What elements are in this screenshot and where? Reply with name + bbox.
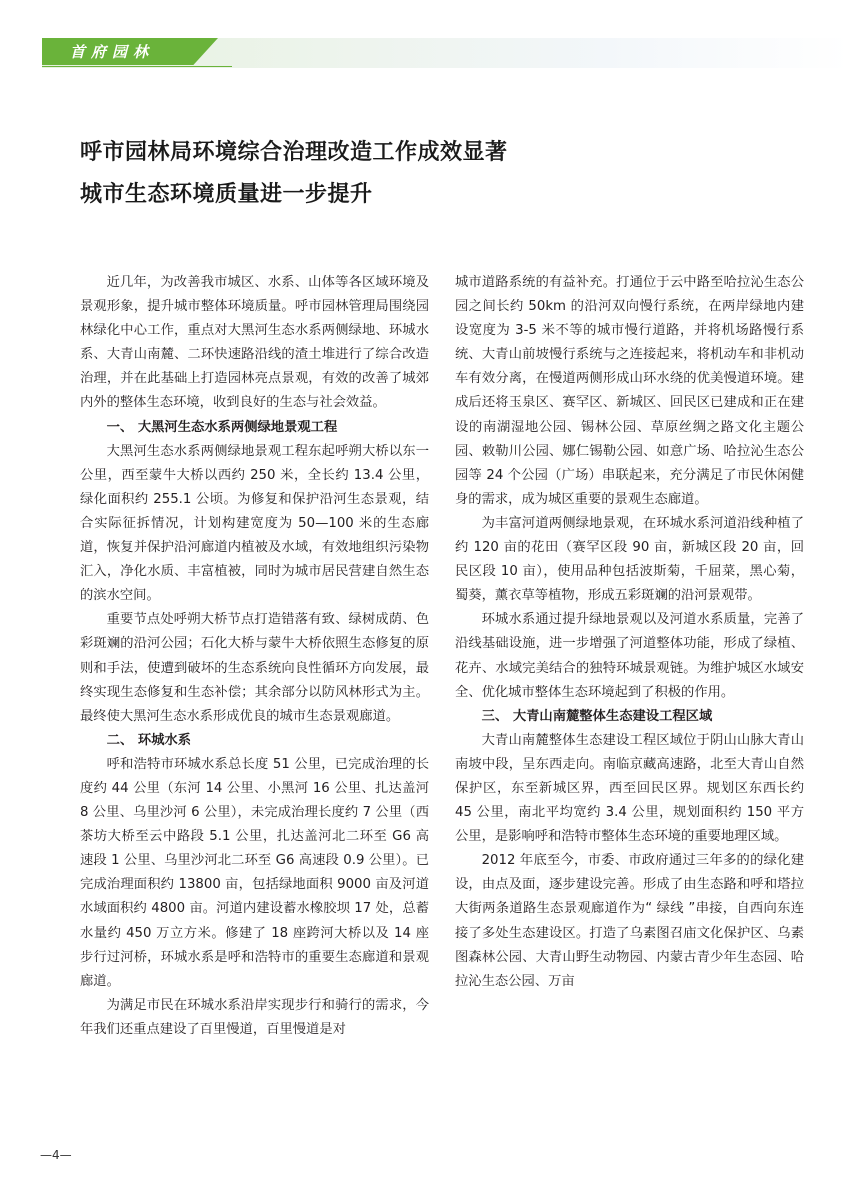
left-column: [80, 271, 429, 1042]
paragraph: 近几年，为改善我市城区、水系、山体等各区域环境及景观形象，提升城市整体环境质量。呼市园林管理局围绕园林绿化中心工作，重点对大黑河生态水系两侧绿地、环城水系、大青山南麓、二环快速路沿线的渣土堆进行了综合改造治理，并在此基础上打造园林亮点景观，有效的改善了城郊内外的整体生态环境，收到良好的生态与社会效益。: [80, 275, 429, 411]
paragraph: 大青山南麓整体生态建设工程区域位于阴山山脉大青山南坡中段，呈东西走向。南临京藏高速路，北至大青山自然保护区，东至新城区界，西至回民区界。规划区东西长约 45 公里，南北平均宽约 3.4 公里，规划面积约 150 平方公里，是影响呼和浩特市整体生态环境的重要地理区域。: [455, 732, 804, 845]
paragraph: 重要节点处呼朔大桥节点打造错落有致、绿树成荫、色彩斑斓的沿河公园；石化大桥与蒙牛大桥依照生态修复的原则和手法，使遭到破坏的生态系统向良性循环方向发展，最终实现生态修复和生态补偿；其余部分以防风林形式为主。最终使大黑河生态水系形成优良的城市生态景观廊道。: [80, 612, 429, 724]
section-heading: 二、 环城水系: [106, 732, 192, 748]
paragraph: 呼和浩特市环城水系总长度 51 公里，已完成治理的长度约 44 公里（东河 14 公里、小黑河 16 公里、扎达盖河 8 公里、乌里沙河 6 公里），未完成治理长度约 7 公里（西茶坊大桥至云中路段 5.1 公里，扎达盖河北二环至 G6 高速段 1 公里、乌里沙河北二环至 G6 高速段 0.9 公里）。已完成治理面积约 13800 亩，包括绿地面积 9000 亩及河道水域面积约 4800 亩。河道内建设蓄水橡胶坝 17 处，总蓄水量约 450 万立方米。修建了 18 座跨河大桥以及 14 座步行过河桥，环城水系是呼和浩特市的重要生态廊道和景观廊道。: [80, 756, 429, 989]
paragraph: 为丰富河道两侧绿地景观，在环城水系河道沿线种植了约 120 亩的花田（赛罕区段 90 亩，新城区段 20 亩，回民区段 10 亩），使用品种包括波斯菊，千屈菜，黑心菊，蜀葵，薰衣草等植物，形成五彩斑斓的沿河景观带。: [455, 515, 804, 604]
paragraph: 为满足市民在环城水系沿岸实现步行和骑行的需求，今年我们还重点建设了百里慢道，百里慢道是对: [80, 997, 429, 1037]
page-number: —4—: [40, 1148, 72, 1162]
paragraph: 环城水系通过提升绿地景观以及河道水系质量，完善了沿线基础设施，进一步增强了河道整体功能，形成了绿植、花卉、水域完美结合的独特环城景观链。为维护城区水域安全、优化城市整体生态环境起到了积极的作用。: [455, 612, 804, 700]
paragraph: 大黑河生态水系两侧绿地景观工程东起呼朔大桥以东一公里，西至蒙牛大桥以西约 250 米，全长约 13.4 公里，绿化面积约 255.1 公顷。为修复和保护沿河生态景观，结合实际征拆情况，计划构建宽度为 50—100 米的生态廊道，恢复并保护沿河廊道内植被及水域，有效地组织污染物汇入，净化水质、丰富植被，同时为城市居民营建自然生态的滨水空间。: [80, 443, 429, 604]
article-title-line-2: 城市生态环境质量进一步提升: [80, 182, 373, 207]
section-heading: 三、 大青山南麓整体生态建设工程区域: [481, 708, 713, 724]
banner-underline: [42, 66, 232, 67]
paragraph: 2012 年底至今，市委、市政府通过三年多的的绿化建设，由点及面，逐步建设完善。形成了由生态路和呼和塔拉大街两条道路生态景观廊道作为“ 绿线 ”串接，自西向东连接了多处生态建设区。打造了乌素图召庙文化保护区、乌素图森林公园、大青山野生动物园、内蒙古青少年生态园、哈拉沁生态公园、万亩: [455, 853, 804, 989]
section-heading: 一、 大黑河生态水系两侧绿地景观工程: [106, 419, 338, 435]
paragraph-continued: 城市道路系统的有益补充。打通位于云中路至哈拉沁生态公园之间长约 50km 的沿河双向慢行系统，在两岸绿地内建设宽度为 3-5 米不等的城市慢行道路，并将机场路慢行系统、大青山前坡慢行系统与之连接起来，将机动车和非机动车有效分离，在慢道两侧形成山环水绕的优美慢道环境。建成后还将玉泉区、赛罕区、新城区、回民区已建成和正在建设的南湖湿地公园、锡林公园、草原丝绸之路文化主题公园、敕勒川公园、娜仁锡勒公园、如意广场、哈拉沁生态公园等 24 个公园（广场）串联起来，充分满足了市民休闲健身的需求，成为城区重要的景观生态廊道。: [455, 275, 804, 507]
right-column: [455, 271, 804, 994]
section-tag-label: 首府园林: [70, 43, 155, 61]
article-title-line-1: 呼市园林局环境综合治理改造工作成效显著: [80, 140, 508, 165]
